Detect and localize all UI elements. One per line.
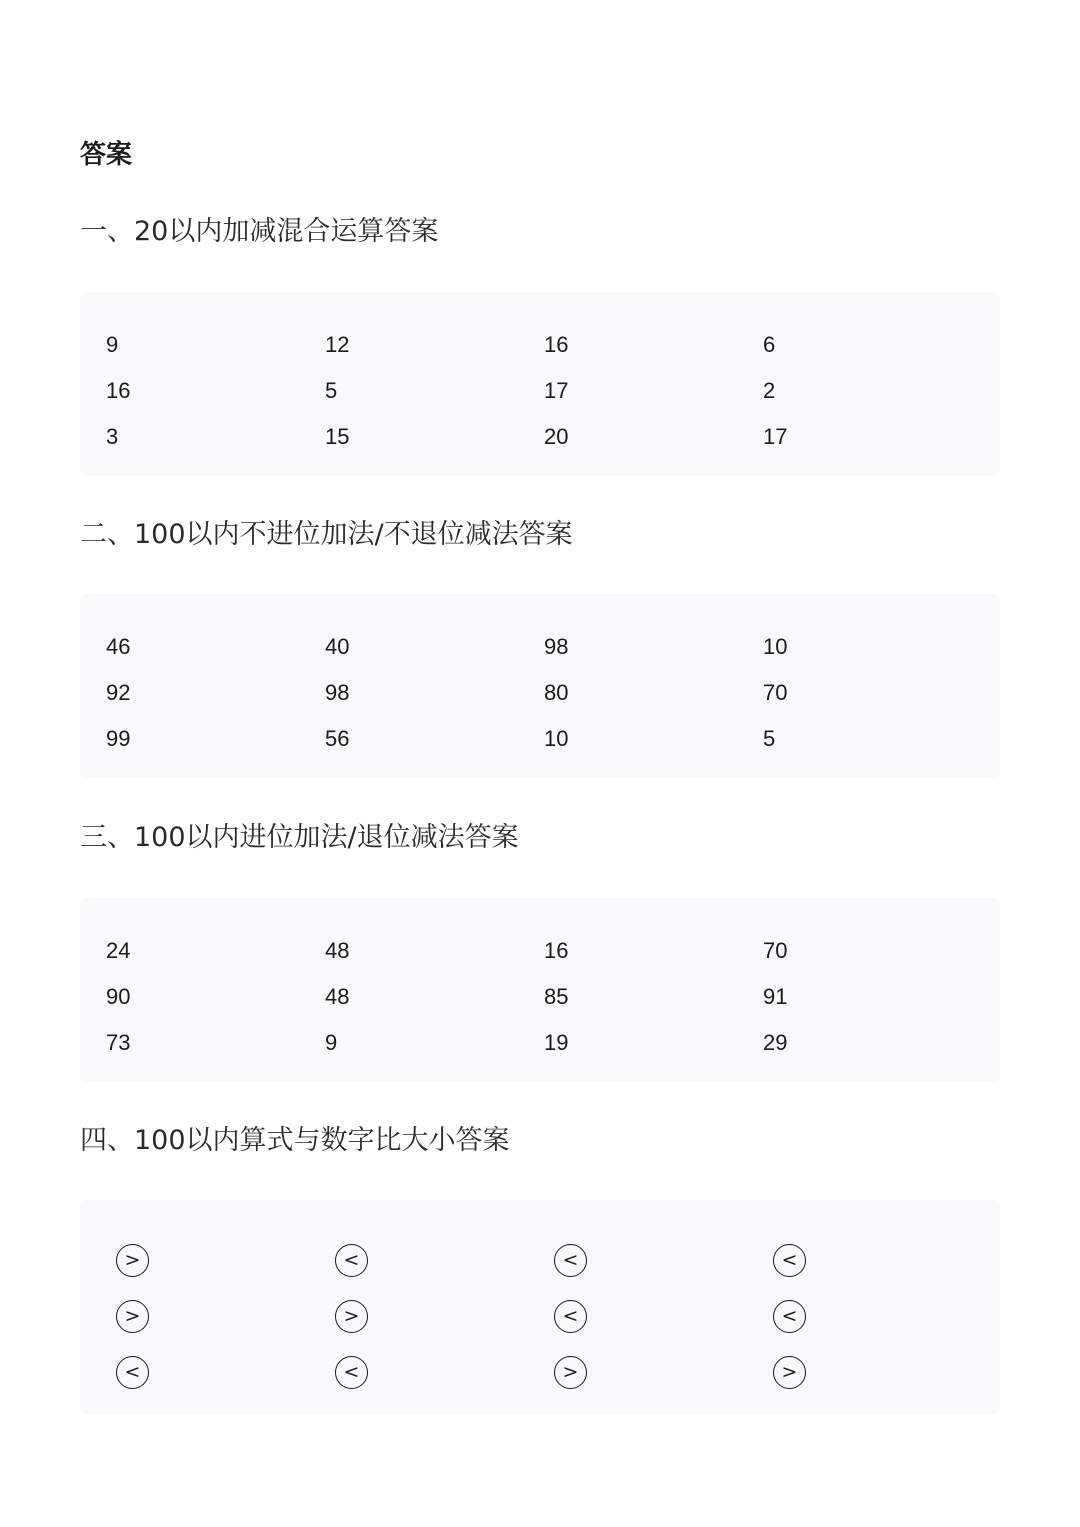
answer-cell: 98	[325, 680, 350, 705]
comparison-row	[116, 1288, 996, 1344]
comparison-symbol: >	[773, 1356, 806, 1389]
comparison-cell	[773, 1356, 992, 1389]
answer-cell: 56	[325, 726, 350, 751]
answer-cell: 17	[763, 424, 788, 449]
comparison-cell	[116, 1244, 335, 1277]
answer-grid-2	[106, 624, 986, 762]
answer-cell: 73	[106, 1030, 131, 1055]
answer-grid-1	[106, 322, 986, 460]
answer-row	[106, 624, 986, 670]
comparison-symbol: <	[335, 1356, 368, 1389]
answer-panel-4	[80, 1200, 1000, 1414]
answer-row	[106, 1020, 986, 1066]
answer-row	[106, 322, 986, 368]
answer-cell: 92	[106, 680, 131, 705]
comparison-cell	[116, 1356, 335, 1389]
answer-row	[106, 670, 986, 716]
answer-cell: 85	[544, 984, 569, 1009]
comparison-cell	[773, 1300, 992, 1333]
comparison-cell	[554, 1300, 773, 1333]
answer-grid-3	[106, 928, 986, 1066]
answer-cell: 29	[763, 1030, 788, 1055]
answer-row	[106, 716, 986, 762]
comparison-cell	[335, 1356, 554, 1389]
comparison-cell	[335, 1300, 554, 1333]
answer-cell: 2	[763, 378, 776, 403]
answer-cell: 5	[325, 378, 338, 403]
answer-row	[106, 974, 986, 1020]
answer-cell: 98	[544, 634, 569, 659]
answer-cell: 6	[763, 332, 776, 357]
comparison-symbol: <	[773, 1244, 806, 1277]
section-heading-2: 二、100以内不进位加法/不退位减法答案	[80, 519, 573, 550]
answer-cell: 15	[325, 424, 350, 449]
answer-cell: 10	[763, 634, 788, 659]
answer-panel-2	[80, 594, 1000, 778]
section-heading-4: 四、100以内算式与数字比大小答案	[80, 1125, 510, 1156]
answer-row	[106, 414, 986, 460]
comparison-symbol: <	[773, 1300, 806, 1333]
comparison-symbol: >	[554, 1356, 587, 1389]
answer-cell: 48	[325, 984, 350, 1009]
answer-panel-1	[80, 292, 1000, 476]
answer-row	[106, 368, 986, 414]
answer-cell: 40	[325, 634, 350, 659]
answer-cell: 12	[325, 332, 350, 357]
answer-cell: 99	[106, 726, 131, 751]
answer-cell: 9	[325, 1030, 338, 1055]
comparison-row	[116, 1344, 996, 1400]
answer-cell: 9	[106, 332, 119, 357]
comparison-symbol: <	[335, 1244, 368, 1277]
answer-cell: 46	[106, 634, 131, 659]
answer-cell: 16	[106, 378, 131, 403]
answer-cell: 20	[544, 424, 569, 449]
comparison-symbol: <	[116, 1356, 149, 1389]
comparison-cell	[554, 1356, 773, 1389]
section-heading-3: 三、100以内进位加法/退位减法答案	[80, 822, 519, 853]
answer-cell: 3	[106, 424, 119, 449]
comparison-cell	[554, 1244, 773, 1277]
answer-cell: 24	[106, 938, 131, 963]
comparison-grid	[116, 1232, 996, 1400]
answer-cell: 17	[544, 378, 569, 403]
comparison-symbol: >	[335, 1300, 368, 1333]
answer-cell: 48	[325, 938, 350, 963]
page-title: 答案	[80, 140, 133, 170]
comparison-symbol: >	[116, 1244, 149, 1277]
comparison-cell	[773, 1244, 992, 1277]
answer-panel-3	[80, 898, 1000, 1082]
answer-row	[106, 928, 986, 974]
comparison-symbol: <	[554, 1244, 587, 1277]
comparison-symbol: >	[116, 1300, 149, 1333]
answer-cell: 16	[544, 332, 569, 357]
answer-cell: 5	[763, 726, 776, 751]
answer-cell: 70	[763, 680, 788, 705]
section-heading-1: 一、20以内加减混合运算答案	[80, 216, 439, 247]
comparison-cell	[335, 1244, 554, 1277]
answer-cell: 16	[544, 938, 569, 963]
answer-cell: 90	[106, 984, 131, 1009]
answer-cell: 70	[763, 938, 788, 963]
comparison-cell	[116, 1300, 335, 1333]
answer-cell: 19	[544, 1030, 569, 1055]
answer-cell: 80	[544, 680, 569, 705]
comparison-row	[116, 1232, 996, 1288]
answer-cell: 10	[544, 726, 569, 751]
answer-cell: 91	[763, 984, 788, 1009]
comparison-symbol: <	[554, 1300, 587, 1333]
